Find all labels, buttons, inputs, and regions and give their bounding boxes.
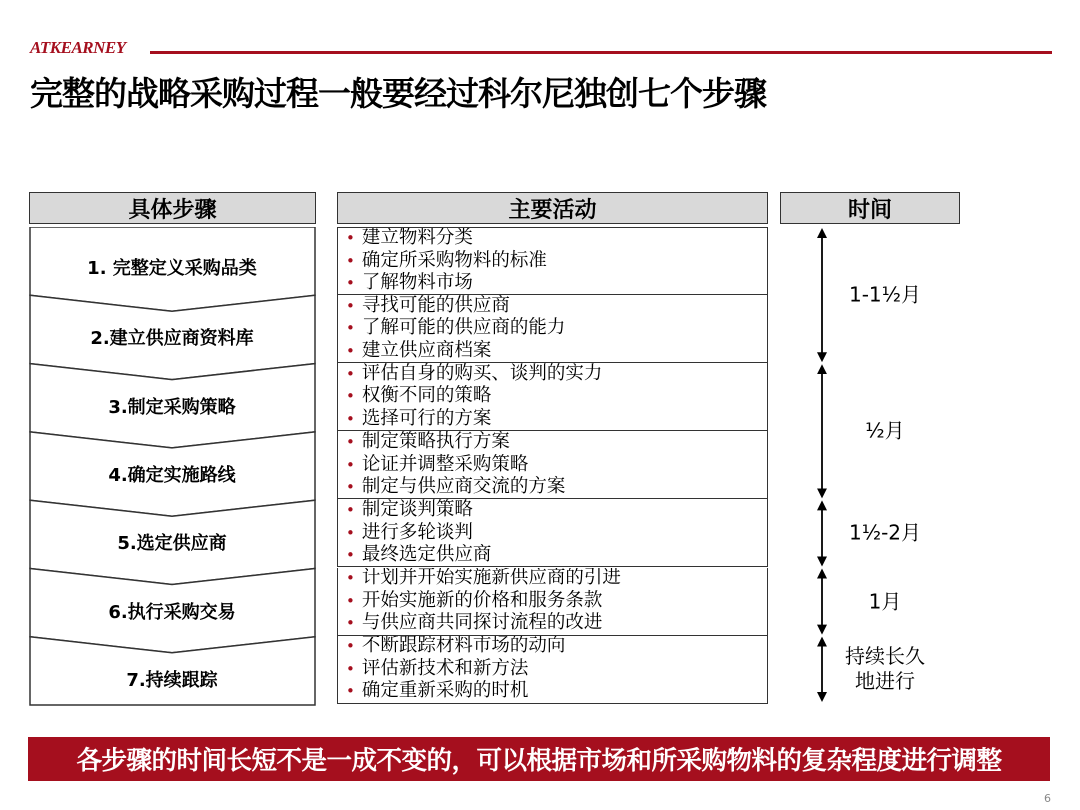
bullet-icon: • (346, 274, 355, 293)
bullet-icon: • (346, 387, 355, 406)
time-label-line: 持续长久 (845, 644, 925, 669)
activity-group (337, 295, 768, 363)
conclusion-banner: 各步骤的时间长短不是一成不变的，可以根据市场和所采购物料的复杂程度进行调整 (28, 737, 1050, 781)
time-label (820, 419, 950, 444)
activity-text: 权衡不同的策略 (361, 385, 492, 407)
bullet-icon: • (346, 501, 355, 520)
activity-text: 选择可行的方案 (361, 408, 492, 430)
bullet-icon: • (346, 364, 355, 383)
activity-group (337, 499, 768, 567)
bullet-icon: • (346, 659, 355, 678)
company-logo: ATKEARNEY (30, 38, 126, 57)
bullet-icon: • (346, 546, 355, 565)
page-title: 完整的战略采购过程一般要经过科尔尼独创七个步骤 (30, 74, 766, 113)
time-label-line: 1月 (868, 589, 902, 614)
time-label (820, 644, 950, 694)
activity-item (338, 544, 767, 567)
bullet-icon: • (346, 614, 355, 633)
bullet-icon: • (346, 319, 355, 338)
activity-group (337, 568, 768, 636)
step-label: 2.建立供应商资料库 (90, 328, 254, 350)
activity-item (338, 340, 767, 363)
activity-text: 进行多轮谈判 (361, 521, 473, 543)
steps-column-header: 具体步骤 (29, 192, 316, 224)
activity-item (338, 636, 767, 658)
bullet-icon: • (346, 251, 355, 270)
activities-column-header: 主要活动 (337, 192, 768, 224)
activity-item (338, 431, 767, 453)
bullet-icon: • (346, 455, 355, 474)
activity-item (338, 568, 767, 590)
activity-text: 了解可能的供应商的能力 (361, 317, 566, 339)
bullet-icon: • (346, 296, 355, 315)
bullet-icon: • (346, 410, 355, 429)
activity-text: 寻找可能的供应商 (361, 295, 510, 316)
bullet-icon: • (346, 523, 355, 542)
steps-chevron-column (29, 227, 315, 705)
activity-item (338, 272, 767, 295)
activity-item (338, 385, 767, 408)
bullet-icon: • (346, 432, 355, 451)
step-label: 7.持续跟踪 (126, 669, 218, 691)
header-rule (150, 51, 1052, 54)
activities-column (337, 227, 768, 704)
activity-text: 了解物料市场 (361, 272, 473, 294)
activity-text: 建立物料分类 (361, 227, 473, 249)
time-label-line: 1½-2月 (848, 520, 922, 545)
step-label: 6.执行采购交易 (108, 601, 236, 623)
bullet-icon: • (346, 569, 355, 588)
bullet-icon: • (346, 682, 355, 701)
time-column-header: 时间 (780, 192, 960, 224)
step-label: 3.制定采购策略 (108, 396, 236, 418)
activity-text: 评估自身的购买、谈判的实力 (361, 363, 603, 384)
step-label: 5.选定供应商 (117, 533, 227, 555)
activity-item (338, 408, 767, 431)
activity-item (338, 227, 767, 250)
page-number: 6 (1044, 792, 1051, 805)
activity-text: 开始实施新的价格和服务条款 (361, 589, 603, 611)
step-label: 1. 完整定义采购品类 (87, 258, 257, 280)
activity-group (337, 227, 768, 295)
bullet-icon: • (346, 229, 355, 248)
activity-item (338, 499, 767, 521)
bullet-icon: • (346, 637, 355, 656)
activity-text: 计划并开始实施新供应商的引进 (361, 567, 621, 589)
activity-group (337, 636, 768, 704)
activity-text: 评估新技术和新方法 (361, 657, 529, 679)
activity-text: 不断跟踪材料市场的动向 (361, 635, 566, 657)
activity-item (338, 476, 767, 499)
activity-item (338, 522, 767, 545)
activity-text: 确定重新采购的时机 (361, 680, 529, 702)
activity-text: 与供应商共同探讨流程的改进 (361, 612, 603, 634)
activity-item (338, 612, 767, 635)
activity-group (337, 431, 768, 499)
time-label-line: 地进行 (855, 669, 915, 694)
bullet-icon: • (346, 591, 355, 610)
activity-item (338, 363, 767, 385)
time-label (820, 283, 950, 308)
activity-item (338, 295, 767, 317)
activity-item (338, 317, 767, 340)
activity-item (338, 590, 767, 613)
time-label (820, 521, 950, 546)
time-label-line: ½月 (865, 418, 905, 443)
bullet-icon: • (346, 478, 355, 497)
activity-text: 制定谈判策略 (361, 499, 473, 521)
activity-item (338, 658, 767, 681)
activity-text: 制定策略执行方案 (361, 431, 510, 452)
bullet-icon: • (346, 341, 355, 360)
activity-text: 论证并调整采购策略 (361, 453, 529, 475)
time-label (820, 589, 950, 614)
time-label-line: 1-1½月 (848, 282, 922, 307)
activity-text: 最终选定供应商 (361, 544, 492, 566)
activity-item (338, 250, 767, 273)
activity-item (338, 680, 767, 703)
activity-text: 制定与供应商交流的方案 (361, 476, 566, 498)
activity-text: 确定所采购物料的标准 (361, 249, 547, 271)
activity-text: 建立供应商档案 (361, 339, 492, 361)
step-label: 4.确定实施路线 (108, 465, 236, 487)
activity-item (338, 454, 767, 477)
activity-group (337, 363, 768, 431)
